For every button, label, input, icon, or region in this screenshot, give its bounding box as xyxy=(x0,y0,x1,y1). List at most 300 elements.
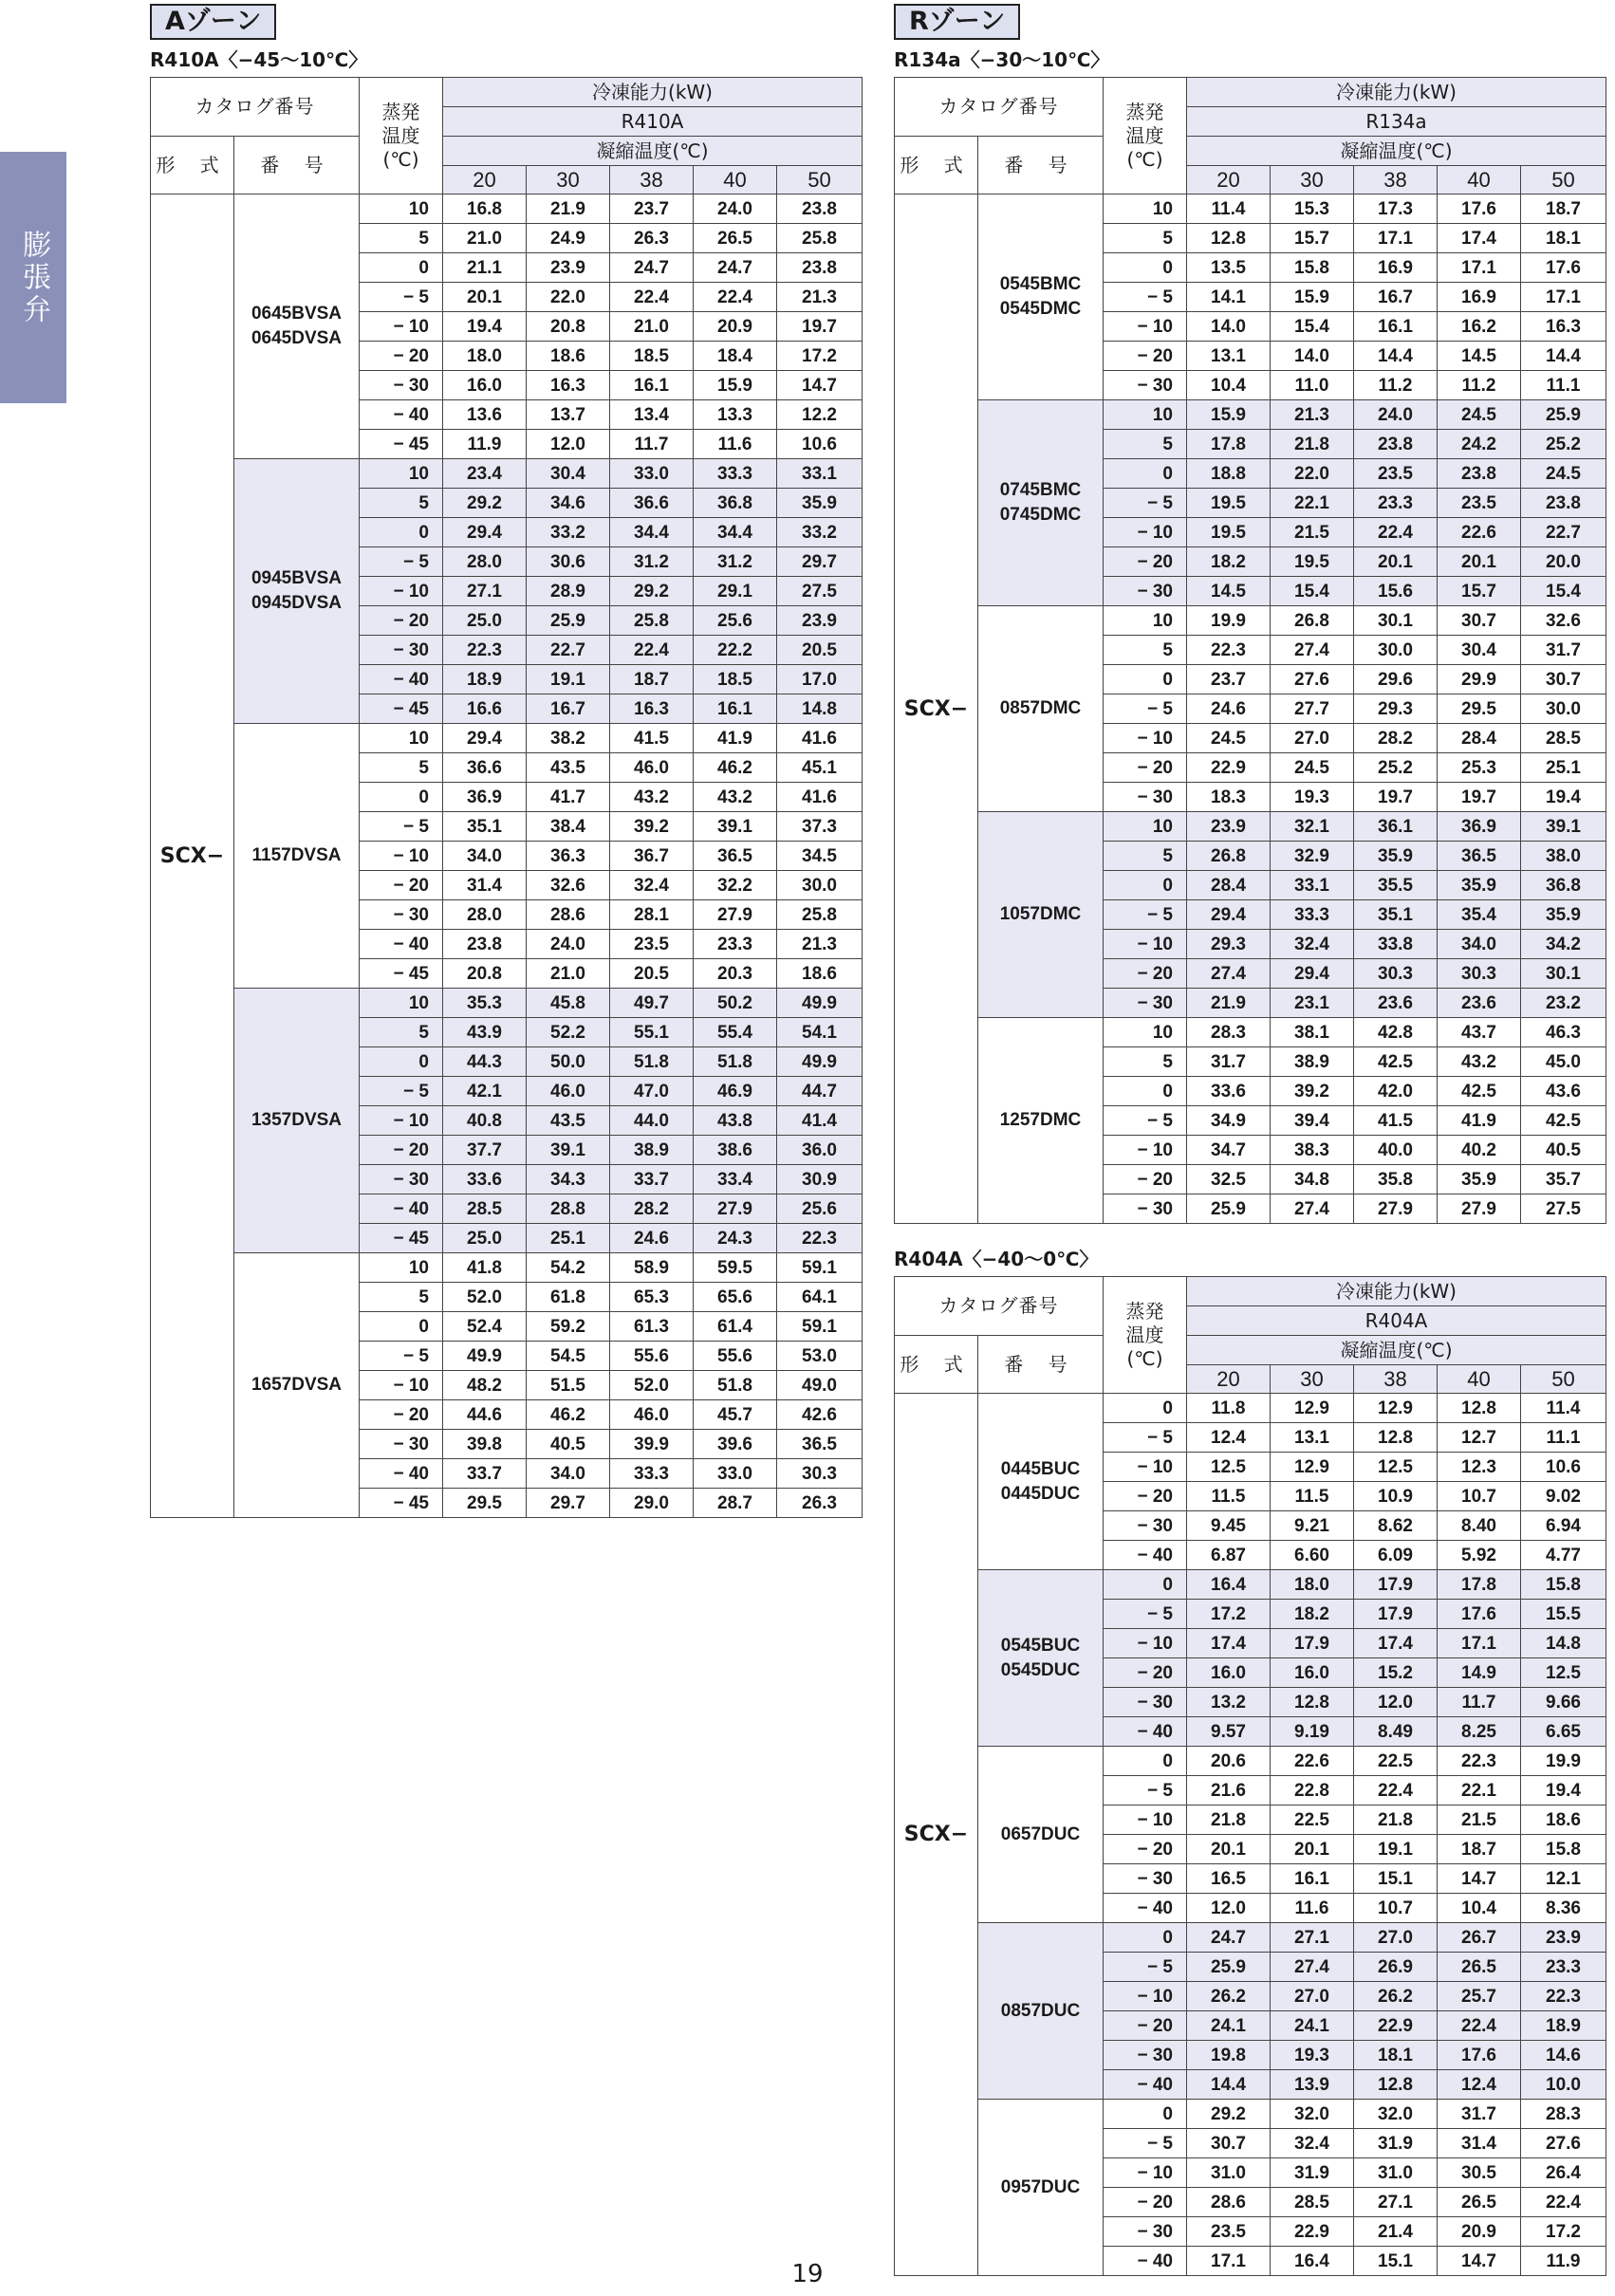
evap-temp-cell: − 20 xyxy=(1104,753,1187,783)
capacity-cell: 33.6 xyxy=(443,1165,527,1194)
capacity-cell: 22.4 xyxy=(1521,2188,1606,2217)
capacity-cell: 23.3 xyxy=(694,930,777,959)
evap-temp-cell: − 20 xyxy=(360,1136,443,1165)
capacity-cell: 44.3 xyxy=(443,1047,527,1077)
capacity-cell: 24.2 xyxy=(1438,430,1521,459)
capacity-cell: 12.0 xyxy=(527,430,610,459)
evap-temp-cell: − 10 xyxy=(1104,1805,1187,1835)
capacity-cell: 15.8 xyxy=(1521,1835,1606,1864)
capacity-cell: 18.5 xyxy=(694,665,777,694)
capacity-cell: 36.9 xyxy=(1438,812,1521,842)
evap-temp-cell: − 30 xyxy=(1104,2041,1187,2070)
capacity-cell: 34.3 xyxy=(527,1165,610,1194)
capacity-cell: 22.5 xyxy=(1354,1747,1438,1776)
capacity-cell: 31.0 xyxy=(1354,2158,1438,2188)
capacity-cell: 28.5 xyxy=(1521,724,1606,753)
capacity-cell: 20.6 xyxy=(1187,1747,1271,1776)
capacity-cell: 32.5 xyxy=(1187,1165,1271,1194)
capacity-cell: 43.2 xyxy=(1438,1047,1521,1077)
side-tab xyxy=(0,152,66,403)
capacity-cell: 23.5 xyxy=(610,930,694,959)
capacity-cell: 17.4 xyxy=(1438,224,1521,253)
evap-temp-cell: − 30 xyxy=(360,371,443,400)
capacity-cell: 39.4 xyxy=(1271,1106,1354,1136)
capacity-cell: 22.9 xyxy=(1354,2011,1438,2041)
capacity-cell: 33.0 xyxy=(610,459,694,489)
catalog-number-header: カタログ番号 xyxy=(895,78,1104,137)
capacity-cell: 29.2 xyxy=(610,577,694,606)
capacity-cell: 23.4 xyxy=(443,459,527,489)
evap-temp-header-line: 蒸発 xyxy=(381,100,420,123)
capacity-cell: 30.3 xyxy=(1354,959,1438,989)
capacity-cell: 27.0 xyxy=(1271,1982,1354,2011)
zone-r-section xyxy=(894,4,1606,2276)
capacity-cell: 14.8 xyxy=(777,694,863,724)
capacity-cell: 22.6 xyxy=(1438,518,1521,547)
capacity-cell: 49.0 xyxy=(777,1371,863,1400)
capacity-cell: 45.0 xyxy=(1521,1047,1606,1077)
capacity-cell: 49.9 xyxy=(777,1047,863,1077)
capacity-cell: 19.4 xyxy=(1521,1776,1606,1805)
capacity-cell: 8.62 xyxy=(1354,1511,1438,1541)
capacity-cell: 28.4 xyxy=(1438,724,1521,753)
cond-temp-column-header: 20 xyxy=(1187,1365,1271,1394)
capacity-cell: 33.4 xyxy=(694,1165,777,1194)
evap-temp-cell: − 10 xyxy=(1104,312,1187,342)
capacity-cell: 12.4 xyxy=(1187,1423,1271,1453)
evap-temp-cell: − 5 xyxy=(1104,900,1187,930)
capacity-cell: 23.6 xyxy=(1354,989,1438,1018)
capacity-cell: 42.5 xyxy=(1521,1106,1606,1136)
capacity-cell: 52.0 xyxy=(443,1283,527,1312)
capacity-cell: 28.2 xyxy=(610,1194,694,1224)
capacity-cell: 42.5 xyxy=(1438,1077,1521,1106)
capacity-cell: 18.6 xyxy=(777,959,863,989)
capacity-cell: 8.25 xyxy=(1438,1717,1521,1747)
evap-temp-cell: − 20 xyxy=(360,871,443,900)
capacity-cell: 38.4 xyxy=(527,812,610,842)
evap-temp-header-line: 蒸発 xyxy=(1125,100,1164,123)
capacity-cell: 13.7 xyxy=(527,400,610,430)
capacity-cell: 17.3 xyxy=(1354,194,1438,224)
capacity-cell: 28.0 xyxy=(443,900,527,930)
capacity-cell: 21.3 xyxy=(1271,400,1354,430)
capacity-cell: 46.2 xyxy=(527,1400,610,1430)
capacity-cell: 14.1 xyxy=(1187,283,1271,312)
capacity-cell: 24.0 xyxy=(1354,400,1438,430)
evap-temp-cell: − 30 xyxy=(360,900,443,930)
capacity-cell: 22.4 xyxy=(1354,1776,1438,1805)
capacity-cell: 19.7 xyxy=(777,312,863,342)
capacity-cell: 21.5 xyxy=(1438,1805,1521,1835)
evap-temp-cell: − 20 xyxy=(1104,1482,1187,1511)
evap-temp-cell: 5 xyxy=(360,753,443,783)
capacity-cell: 30.7 xyxy=(1438,606,1521,636)
capacity-cell: 19.7 xyxy=(1438,783,1521,812)
header-row xyxy=(895,78,1606,107)
cond-temp-header: 凝縮温度(℃) xyxy=(1187,1336,1606,1365)
header-row xyxy=(151,78,863,107)
evap-temp-cell: − 20 xyxy=(1104,959,1187,989)
evap-temp-cell: 0 xyxy=(1104,459,1187,489)
capacity-cell: 32.4 xyxy=(1271,2129,1354,2158)
capacity-cell: 25.9 xyxy=(1521,400,1606,430)
capacity-cell: 16.1 xyxy=(1271,1864,1354,1894)
capacity-cell: 17.2 xyxy=(1521,2217,1606,2247)
header-row xyxy=(895,1336,1606,1365)
capacity-cell: 22.6 xyxy=(1271,1747,1354,1776)
evap-temp-cell: − 10 xyxy=(1104,518,1187,547)
capacity-cell: 15.3 xyxy=(1271,194,1354,224)
capacity-cell: 41.9 xyxy=(1438,1106,1521,1136)
capacity-cell: 30.1 xyxy=(1521,959,1606,989)
capacity-cell: 14.5 xyxy=(1438,342,1521,371)
table-row xyxy=(895,194,1606,224)
capacity-cell: 29.2 xyxy=(443,489,527,518)
capacity-cell: 12.4 xyxy=(1438,2070,1521,2100)
capacity-cell: 24.7 xyxy=(610,253,694,283)
catalog-number: 0645DVSA xyxy=(251,328,343,348)
evap-temp-cell: 10 xyxy=(1104,400,1187,430)
capacity-cell: 22.3 xyxy=(1521,1982,1606,2011)
catalog-number-header: カタログ番号 xyxy=(151,78,360,137)
capacity-cell: 40.2 xyxy=(1438,1136,1521,1165)
cond-temp-column-header: 20 xyxy=(1187,166,1271,194)
capacity-cell: 45.8 xyxy=(527,989,610,1018)
capacity-cell: 36.0 xyxy=(777,1136,863,1165)
capacity-cell: 61.4 xyxy=(694,1312,777,1342)
capacity-cell: 18.6 xyxy=(1521,1805,1606,1835)
capacity-cell: 35.1 xyxy=(1354,900,1438,930)
capacity-cell: 22.7 xyxy=(527,636,610,665)
capacity-cell: 33.6 xyxy=(1187,1077,1271,1106)
capacity-cell: 21.6 xyxy=(1187,1776,1271,1805)
capacity-cell: 34.4 xyxy=(694,518,777,547)
side-tab-label: 膨張弁 xyxy=(17,229,50,326)
capacity-cell: 6.09 xyxy=(1354,1541,1438,1570)
capacity-cell: 21.9 xyxy=(1187,989,1271,1018)
model-type-header: 形 式 xyxy=(895,1336,978,1394)
capacity-cell: 23.8 xyxy=(1354,430,1438,459)
number-header: 番 号 xyxy=(978,1336,1104,1394)
evap-temp-cell: − 10 xyxy=(1104,930,1187,959)
capacity-cell: 18.6 xyxy=(527,342,610,371)
capacity-cell: 11.5 xyxy=(1187,1482,1271,1511)
evap-temp-cell: − 40 xyxy=(360,400,443,430)
evap-temp-cell: − 30 xyxy=(360,636,443,665)
capacity-cell: 41.6 xyxy=(777,724,863,753)
number-header: 番 号 xyxy=(978,137,1104,194)
capacity-cell: 25.7 xyxy=(1438,1982,1521,2011)
capacity-cell: 33.2 xyxy=(777,518,863,547)
capacity-cell: 23.8 xyxy=(1438,459,1521,489)
capacity-cell: 22.2 xyxy=(694,636,777,665)
capacity-cell: 35.9 xyxy=(1438,871,1521,900)
cond-temp-column-header: 30 xyxy=(527,166,610,194)
capacity-cell: 43.2 xyxy=(694,783,777,812)
capacity-cell: 16.4 xyxy=(1187,1570,1271,1600)
capacity-cell: 25.6 xyxy=(777,1194,863,1224)
evap-temp-cell: − 5 xyxy=(1104,1776,1187,1805)
capacity-cell: 26.5 xyxy=(1438,1953,1521,1982)
catalog-number-cell xyxy=(234,194,360,459)
capacity-cell: 35.1 xyxy=(443,812,527,842)
capacity-cell: 41.5 xyxy=(610,724,694,753)
capacity-cell: 15.4 xyxy=(1271,312,1354,342)
cond-temp-column-header: 50 xyxy=(1521,1365,1606,1394)
catalog-number: 0957DUC xyxy=(1000,2176,1081,2197)
capacity-cell: 30.3 xyxy=(777,1459,863,1489)
evap-temp-cell: 0 xyxy=(360,1312,443,1342)
capacity-cell: 10.6 xyxy=(1521,1453,1606,1482)
capacity-cell: 14.5 xyxy=(1187,577,1271,606)
capacity-cell: 11.2 xyxy=(1438,371,1521,400)
capacity-cell: 50.2 xyxy=(694,989,777,1018)
capacity-cell: 27.9 xyxy=(1354,1194,1438,1224)
capacity-cell: 13.2 xyxy=(1187,1688,1271,1717)
capacity-cell: 23.3 xyxy=(1354,489,1438,518)
capacity-cell: 12.2 xyxy=(777,400,863,430)
capacity-cell: 23.1 xyxy=(1271,989,1354,1018)
model-type-cell: SCX− xyxy=(151,194,234,1518)
capacity-cell: 15.7 xyxy=(1271,224,1354,253)
capacity-cell: 18.0 xyxy=(443,342,527,371)
capacity-cell: 29.7 xyxy=(777,547,863,577)
capacity-cell: 12.8 xyxy=(1187,224,1271,253)
capacity-cell: 13.5 xyxy=(1187,253,1271,283)
capacity-cell: 33.7 xyxy=(443,1459,527,1489)
capacity-cell: 15.7 xyxy=(1438,577,1521,606)
cond-temp-column-header: 40 xyxy=(1438,166,1521,194)
capacity-cell: 55.1 xyxy=(610,1018,694,1047)
capacity-cell: 20.1 xyxy=(1271,1835,1354,1864)
capacity-cell: 17.0 xyxy=(777,665,863,694)
capacity-cell: 25.8 xyxy=(777,224,863,253)
capacity-cell: 21.3 xyxy=(777,930,863,959)
capacity-cell: 11.0 xyxy=(1271,371,1354,400)
evap-temp-cell: 10 xyxy=(360,194,443,224)
capacity-cell: 25.1 xyxy=(527,1224,610,1253)
capacity-cell: 16.3 xyxy=(610,694,694,724)
capacity-cell: 20.1 xyxy=(1187,1835,1271,1864)
capacity-cell: 10.7 xyxy=(1354,1894,1438,1923)
capacity-cell: 22.1 xyxy=(1438,1776,1521,1805)
evap-temp-cell: − 40 xyxy=(1104,1717,1187,1747)
capacity-cell: 17.6 xyxy=(1521,253,1606,283)
capacity-cell: 12.8 xyxy=(1354,2070,1438,2100)
capacity-cell: 55.4 xyxy=(694,1018,777,1047)
evap-temp-header xyxy=(360,78,443,194)
capacity-cell: 25.1 xyxy=(1521,753,1606,783)
capacity-cell: 27.1 xyxy=(1271,1923,1354,1953)
evap-temp-cell: − 40 xyxy=(360,930,443,959)
capacity-cell: 22.8 xyxy=(1271,1776,1354,1805)
table-row xyxy=(895,1923,1606,1953)
evap-temp-cell: − 40 xyxy=(1104,1541,1187,1570)
capacity-cell: 33.0 xyxy=(694,1459,777,1489)
capacity-cell: 44.0 xyxy=(610,1106,694,1136)
capacity-cell: 30.9 xyxy=(777,1165,863,1194)
capacity-cell: 25.0 xyxy=(443,1224,527,1253)
zone-label: Rゾーン xyxy=(894,4,1020,40)
capacity-cell: 18.5 xyxy=(610,342,694,371)
capacity-cell: 13.4 xyxy=(610,400,694,430)
evap-temp-cell: − 30 xyxy=(1104,1511,1187,1541)
capacity-cell: 38.2 xyxy=(527,724,610,753)
capacity-cell: 29.9 xyxy=(1438,665,1521,694)
capacity-cell: 36.5 xyxy=(694,842,777,871)
capacity-cell: 23.5 xyxy=(1187,2217,1271,2247)
capacity-cell: 46.9 xyxy=(694,1077,777,1106)
capacity-cell: 9.57 xyxy=(1187,1717,1271,1747)
capacity-cell: 13.1 xyxy=(1271,1423,1354,1453)
capacity-cell: 14.9 xyxy=(1438,1658,1521,1688)
page-number: 19 xyxy=(791,2260,824,2288)
capacity-cell: 23.9 xyxy=(1521,1923,1606,1953)
capacity-cell: 36.6 xyxy=(610,489,694,518)
capacity-cell: 22.7 xyxy=(1521,518,1606,547)
capacity-cell: 42.1 xyxy=(443,1077,527,1106)
capacity-cell: 35.9 xyxy=(1438,1165,1521,1194)
capacity-cell: 22.4 xyxy=(694,283,777,312)
capacity-cell: 29.3 xyxy=(1354,694,1438,724)
capacity-cell: 32.6 xyxy=(527,871,610,900)
capacity-cell: 11.6 xyxy=(1271,1894,1354,1923)
capacity-cell: 49.9 xyxy=(777,989,863,1018)
capacity-cell: 39.1 xyxy=(1521,812,1606,842)
capacity-cell: 12.5 xyxy=(1521,1658,1606,1688)
capacity-cell: 31.0 xyxy=(1187,2158,1271,2188)
capacity-cell: 29.6 xyxy=(1354,665,1438,694)
header-row xyxy=(895,1277,1606,1306)
capacity-cell: 17.2 xyxy=(1187,1600,1271,1629)
capacity-cell: 21.1 xyxy=(443,253,527,283)
capacity-cell: 40.5 xyxy=(527,1430,610,1459)
capacity-cell: 47.0 xyxy=(610,1077,694,1106)
capacity-cell: 53.0 xyxy=(777,1342,863,1371)
cond-temp-column-header: 38 xyxy=(1354,166,1438,194)
capacity-cell: 36.8 xyxy=(694,489,777,518)
capacity-cell: 28.3 xyxy=(1521,2100,1606,2129)
catalog-number: 0545BMC xyxy=(999,274,1082,294)
evap-temp-cell: 0 xyxy=(1104,1747,1187,1776)
capacity-cell: 28.1 xyxy=(610,900,694,930)
capacity-cell: 15.6 xyxy=(1354,577,1438,606)
capacity-cell: 19.5 xyxy=(1187,518,1271,547)
model-type-header: 形 式 xyxy=(895,137,978,194)
capacity-cell: 31.4 xyxy=(1438,2129,1521,2158)
capacity-cell: 23.8 xyxy=(777,253,863,283)
capacity-cell: 29.4 xyxy=(443,518,527,547)
capacity-cell: 14.7 xyxy=(777,371,863,400)
evap-temp-cell: − 45 xyxy=(360,1224,443,1253)
evap-temp-cell: − 10 xyxy=(1104,1629,1187,1658)
capacity-cell: 39.2 xyxy=(1271,1077,1354,1106)
capacity-cell: 27.4 xyxy=(1187,959,1271,989)
capacity-cell: 25.9 xyxy=(1187,1194,1271,1224)
capacity-cell: 8.40 xyxy=(1438,1511,1521,1541)
capacity-cell: 9.02 xyxy=(1521,1482,1606,1511)
capacity-header: 冷凍能力(kW) xyxy=(1187,78,1606,107)
capacity-cell: 49.9 xyxy=(443,1342,527,1371)
capacity-cell: 26.3 xyxy=(610,224,694,253)
capacity-cell: 24.3 xyxy=(694,1224,777,1253)
model-type-header: 形 式 xyxy=(151,137,234,194)
capacity-cell: 52.4 xyxy=(443,1312,527,1342)
capacity-cell: 6.94 xyxy=(1521,1511,1606,1541)
capacity-cell: 58.9 xyxy=(610,1253,694,1283)
capacity-cell: 35.4 xyxy=(1438,900,1521,930)
capacity-cell: 14.7 xyxy=(1438,2247,1521,2276)
evap-temp-cell: − 30 xyxy=(1104,371,1187,400)
catalog-number-cell xyxy=(978,400,1104,606)
capacity-cell: 18.0 xyxy=(1271,1570,1354,1600)
capacity-cell: 34.5 xyxy=(777,842,863,871)
capacity-cell: 14.6 xyxy=(1521,2041,1606,2070)
capacity-cell: 33.3 xyxy=(610,1459,694,1489)
capacity-cell: 35.8 xyxy=(1354,1165,1438,1194)
capacity-cell: 42.0 xyxy=(1354,1077,1438,1106)
capacity-cell: 15.9 xyxy=(694,371,777,400)
capacity-cell: 36.9 xyxy=(443,783,527,812)
capacity-cell: 34.4 xyxy=(610,518,694,547)
capacity-cell: 11.5 xyxy=(1271,1482,1354,1511)
evap-temp-cell: − 10 xyxy=(360,1371,443,1400)
catalog-number: 1657DVSA xyxy=(251,1375,343,1395)
evap-temp-cell: 5 xyxy=(1104,224,1187,253)
capacity-cell: 28.3 xyxy=(1187,1018,1271,1047)
catalog-number-cell xyxy=(978,1923,1104,2100)
capacity-cell: 12.8 xyxy=(1438,1394,1521,1423)
capacity-cell: 28.6 xyxy=(527,900,610,930)
evap-temp-header xyxy=(1104,78,1187,194)
capacity-cell: 31.9 xyxy=(1271,2158,1354,2188)
capacity-cell: 16.1 xyxy=(1354,312,1438,342)
evap-temp-cell: − 30 xyxy=(1104,783,1187,812)
capacity-cell: 32.4 xyxy=(1271,930,1354,959)
capacity-cell: 27.4 xyxy=(1271,636,1354,665)
capacity-cell: 20.9 xyxy=(694,312,777,342)
capacity-cell: 55.6 xyxy=(610,1342,694,1371)
capacity-cell: 35.5 xyxy=(1354,871,1438,900)
capacity-cell: 29.5 xyxy=(443,1489,527,1518)
capacity-cell: 5.92 xyxy=(1438,1541,1521,1570)
capacity-cell: 16.9 xyxy=(1438,283,1521,312)
capacity-cell: 17.8 xyxy=(1438,1570,1521,1600)
capacity-cell: 11.2 xyxy=(1354,371,1438,400)
evap-temp-cell: − 5 xyxy=(1104,283,1187,312)
capacity-cell: 30.0 xyxy=(1354,636,1438,665)
capacity-cell: 12.8 xyxy=(1354,1423,1438,1453)
capacity-cell: 20.5 xyxy=(777,636,863,665)
capacity-cell: 24.7 xyxy=(694,253,777,283)
capacity-cell: 22.3 xyxy=(1187,636,1271,665)
capacity-cell: 30.4 xyxy=(527,459,610,489)
capacity-table xyxy=(894,77,1606,1224)
evap-temp-cell: − 5 xyxy=(1104,1953,1187,1982)
capacity-cell: 21.4 xyxy=(1354,2217,1438,2247)
capacity-cell: 34.6 xyxy=(527,489,610,518)
refrigerant-range-label: R404A〈−40〜0℃〉 xyxy=(894,1248,1099,1270)
capacity-cell: 23.5 xyxy=(1438,489,1521,518)
evap-temp-cell: − 30 xyxy=(360,1165,443,1194)
capacity-cell: 16.1 xyxy=(610,371,694,400)
capacity-cell: 28.4 xyxy=(1187,871,1271,900)
capacity-cell: 18.7 xyxy=(1521,194,1606,224)
capacity-cell: 36.1 xyxy=(1354,812,1438,842)
capacity-cell: 27.0 xyxy=(1354,1923,1438,1953)
catalog-number: 0945DVSA xyxy=(251,593,343,613)
